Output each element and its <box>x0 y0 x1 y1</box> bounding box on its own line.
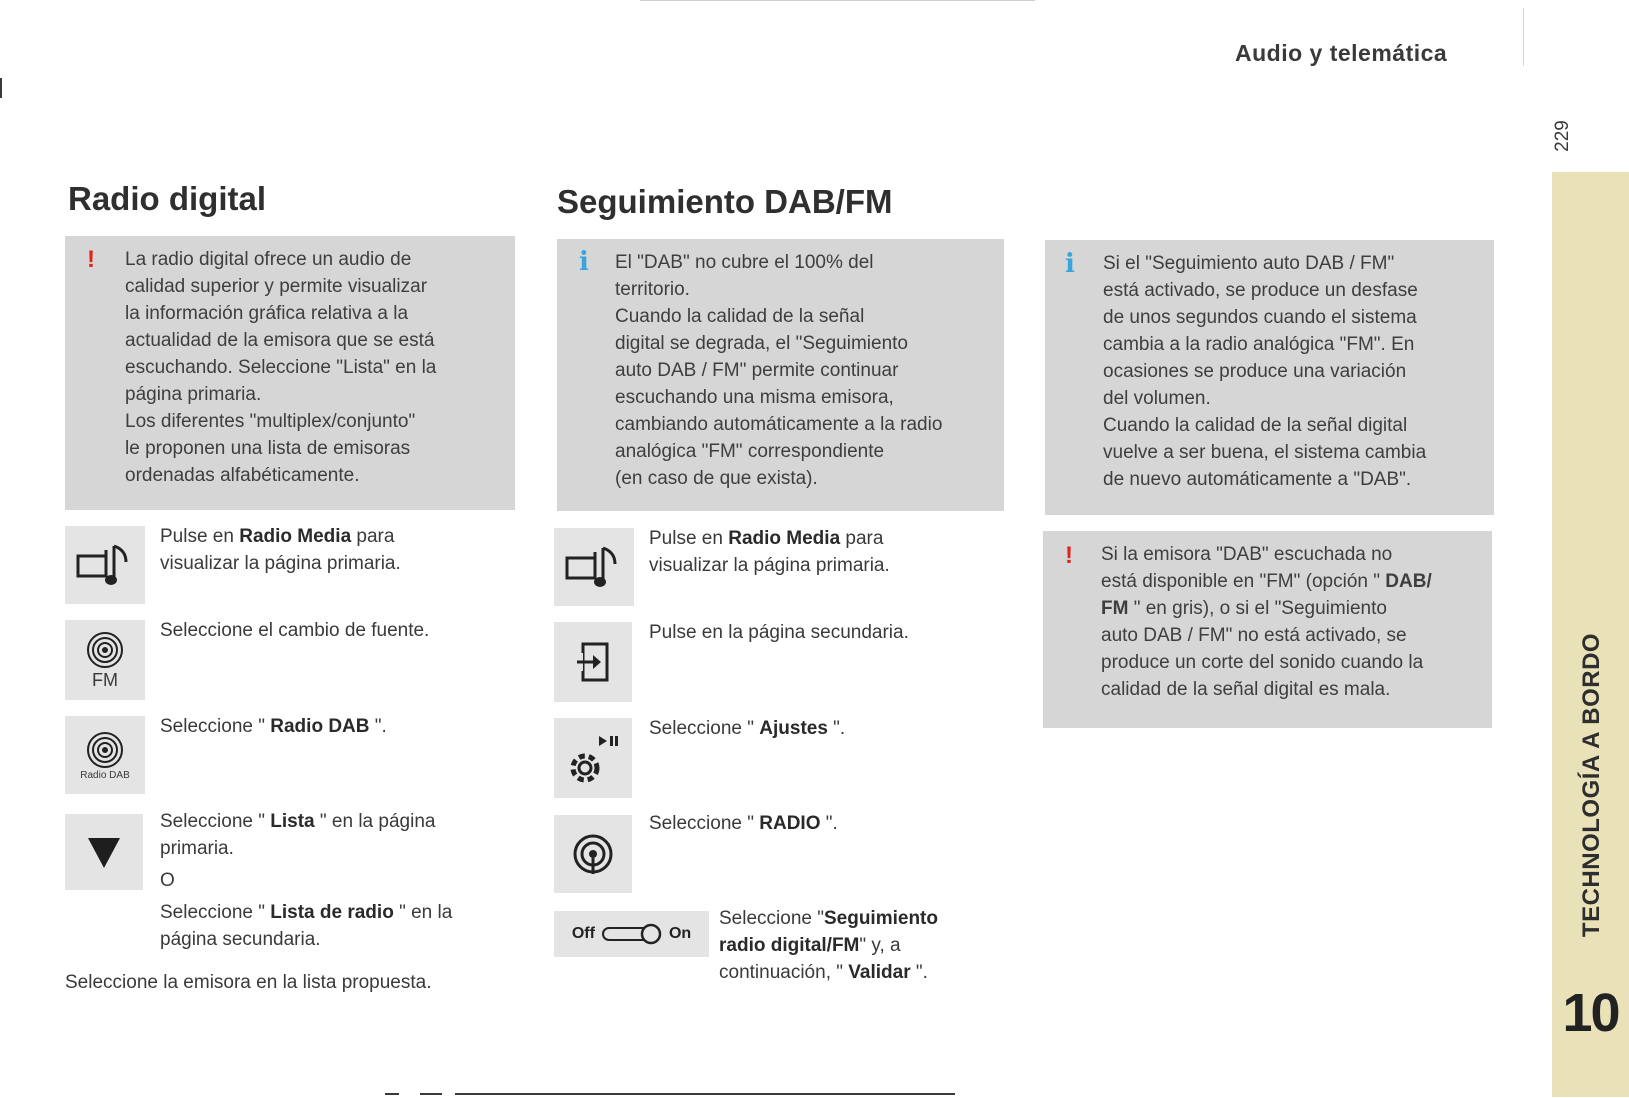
info-icon: i <box>579 247 589 277</box>
step-text: Seleccione "Seguimiento radio digital/FM" y, a continuación, " Validar ". <box>719 908 938 983</box>
step-text: Seleccione " Lista " en la página primaria. O Seleccione " Lista de radio " en la página secundaria. <box>160 811 453 950</box>
warning-icon: ! <box>1065 542 1073 569</box>
section-title-seguimiento: Seguimiento DAB/FM <box>557 183 893 220</box>
note-text: La radio digital ofrece un audio de calidad superior y permite visualizar la información gráfica relativa a la actualidad de la emisora que se está escuchando. Seleccione "Lista" en la página primaria. Los diferentes "multiplex/conjunto" le proponen una lista de emisoras ordenadas alfabéticamente. <box>125 249 437 486</box>
info-note-seguimiento <box>557 239 1004 511</box>
fm-caption: FM <box>92 669 118 690</box>
step-text: Seleccione " RADIO ". <box>649 813 838 834</box>
step-text: Pulse en Radio Media para visualizar la página primaria. <box>160 526 401 574</box>
note-text: Si el "Seguimiento auto DAB / FM" está activado, se produce un desfase de unos segundos cuando el sistema cambia a la radio analógica "FM". En ocasiones se produce una variación del volumen. Cuando la calidad de la señal digital vuelve a ser buena, el sistema cambia de nuevo automáticamente a "DAB". <box>1103 253 1427 490</box>
toggle-off-label: Off <box>571 925 595 942</box>
radio-media-icon[interactable] <box>554 528 634 606</box>
top-rule <box>640 0 1035 1</box>
secondary-page-icon[interactable] <box>554 622 632 702</box>
bottom-rule <box>455 1093 955 1095</box>
page-number: 229 <box>1552 120 1573 152</box>
source-icon[interactable] <box>65 620 145 700</box>
warning-note-radio-digital <box>65 236 515 510</box>
bottom-rule-segment <box>420 1093 442 1095</box>
radio-icon[interactable] <box>554 815 632 893</box>
settings-icon[interactable] <box>554 718 632 798</box>
warning-icon: ! <box>87 246 95 273</box>
radio-media-icon[interactable] <box>65 526 145 604</box>
note-text: El "DAB" no cubre el 100% del territorio. Cuando la calidad de la señal digital se degrada, el "Seguimiento auto DAB / FM" permite continuar escuchando una misma emisora, cambiando automáticamente a la radio analógica "FM" correspondiente (en caso de que exista). <box>615 252 943 489</box>
header-divider <box>1523 8 1524 66</box>
warning-note-corte <box>1043 531 1492 728</box>
toggle-on-label: On <box>668 925 692 942</box>
step-text: Pulse en Radio Media para visualizar la página primaria. <box>649 528 890 576</box>
step-text: Seleccione el cambio de fuente. <box>160 620 430 641</box>
note-text: Si la emisora "DAB" escuchada no está disponible en "FM" (opción " DAB/ FM " en gris), o si el "Seguimiento auto DAB / FM" no está activado, se produce un corte del sonido cuando la calidad de la señal digital es mala. <box>1101 544 1432 700</box>
radio-dab-icon[interactable] <box>65 716 145 794</box>
final-instruction: Seleccione la emisora en la lista propuesta. <box>65 972 432 993</box>
section-title-radio-digital: Radio digital <box>68 180 266 217</box>
info-icon: i <box>1065 249 1075 279</box>
info-note-desfase <box>1045 240 1494 515</box>
toggle-switch[interactable] <box>554 911 709 957</box>
page-header-title: Audio y telemática <box>1235 40 1448 66</box>
radio-dab-caption: Radio DAB <box>80 769 130 781</box>
left-margin-mark <box>0 78 2 98</box>
down-arrow-icon[interactable] <box>65 814 143 890</box>
step-text: Pulse en la página secundaria. <box>649 622 909 643</box>
step-text: Seleccione " Radio DAB ". <box>160 716 387 737</box>
bottom-rule-segment <box>385 1093 399 1095</box>
chapter-title: TECHNOLOGÍA A BORDO <box>1578 632 1605 938</box>
chapter-number: 10 <box>1562 983 1619 1043</box>
step-text: Seleccione " Ajustes ". <box>649 718 846 739</box>
